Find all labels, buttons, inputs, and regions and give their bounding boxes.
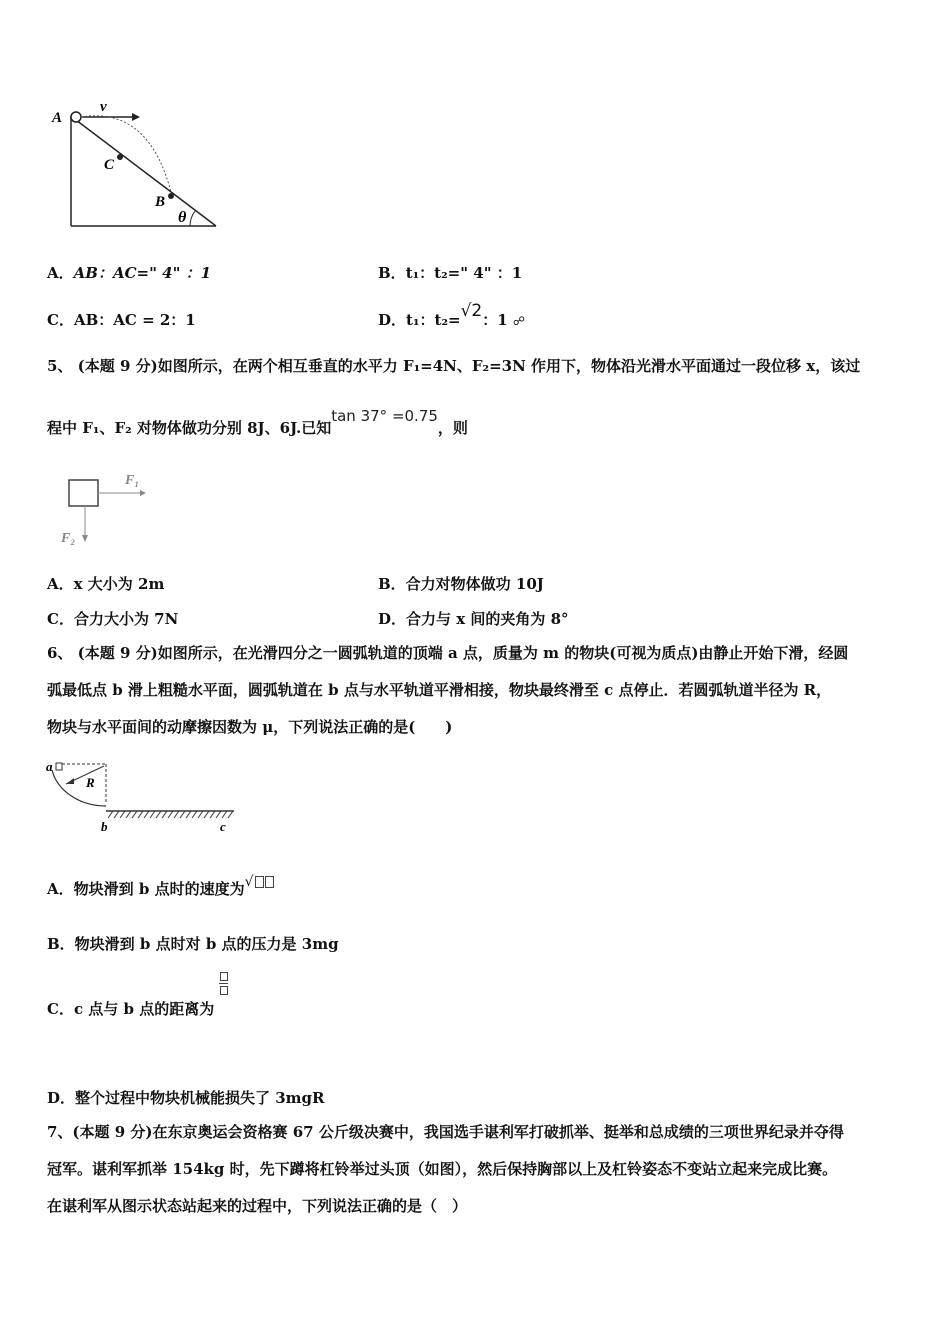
incline-projectile-figure bbox=[40, 96, 240, 231]
arc-track-figure bbox=[44, 756, 244, 836]
q4-option-c bbox=[47, 309, 196, 330]
q5-option-c: C．合力大小为 7N bbox=[47, 610, 179, 628]
option-letter: A． bbox=[47, 264, 74, 282]
q6-line1: 6、 (本题 9 分)如图所示，在光滑四分之一圆弧轨道的顶端 a 点，质量为 m 的物块(可视为质点)由静止开始下滑，经圆 bbox=[47, 644, 849, 662]
label-A: A bbox=[52, 110, 63, 126]
q4-option-a bbox=[47, 262, 211, 283]
option-text: AB：AC=" 4" ：1 bbox=[73, 264, 212, 282]
q5-option-b: B．合力对物体做功 10J bbox=[378, 575, 544, 593]
option-letter: B． bbox=[378, 264, 406, 282]
q7-line3: 在谌利军从图示状态站起来的过程中，下列说法正确的是（ ） bbox=[47, 1197, 468, 1215]
option-text-pre: t₁：t₂= bbox=[406, 311, 461, 329]
label-b: b bbox=[101, 819, 108, 834]
q6-line2: 弧最低点 b 滑上粗糙水平面，圆弧轨道在 b 点与水平轨道平滑相接，物块最终滑至 c 点停止．若圆弧轨道半径为 R， bbox=[47, 681, 832, 699]
option-text-post: ：1 bbox=[482, 311, 508, 329]
q6-line3: 物块与水平面间的动摩擦因数为 μ，下列说法正确的是( ) bbox=[47, 718, 453, 736]
label-v: v bbox=[100, 99, 107, 115]
q7-line2: 冠军。谌利军抓举 154kg 时，先下蹲将杠铃举过头顶（如图），然后保持胸部以上及杠铃姿态不变站立起来完成比赛。 bbox=[47, 1160, 838, 1178]
q5-line2 bbox=[47, 405, 468, 437]
q5-line1: 5、 (本题 9 分)如图所示，在两个相互垂直的水平力 F₁=4N、F₂=3N 作用下，物体沿光滑水平面通过一段位移 x，该过 bbox=[47, 357, 861, 375]
option-text: C．c 点与 b 点的距离为 bbox=[47, 1000, 215, 1018]
sqrt2-image: √2 bbox=[460, 301, 483, 321]
label-B: B bbox=[155, 194, 166, 210]
option-text: t₁：t₂=" 4" ：1 bbox=[405, 264, 523, 282]
q5-option-d: D．合力与 x 间的夹角为 8° bbox=[378, 610, 569, 628]
option-letter: D． bbox=[378, 311, 407, 329]
q6-option-b: B．物块滑到 b 点时对 b 点的压力是 3mg bbox=[47, 935, 339, 953]
q6-option-c bbox=[47, 998, 214, 1019]
q6-option-a bbox=[47, 870, 274, 898]
option-text: AB：AC = 2：1 bbox=[73, 311, 196, 329]
sqrt-formula-image: √ bbox=[245, 874, 274, 890]
q6-option-d: D．整个过程中物块机械能损失了 3mgR bbox=[47, 1089, 325, 1107]
option-letter: C． bbox=[47, 311, 74, 329]
q7-line1: 7、(本题 9 分)在东京奥运会资格赛 67 公斤级决赛中，我国选手谌利军打破抓举、挺举和总成绩的三项世界纪录并夺得 bbox=[47, 1123, 844, 1141]
fraction-formula-image bbox=[219, 972, 228, 995]
q5-line2-pre: 程中 F₁、F₂ 对物体做功分别 8J、6J.已知 bbox=[47, 419, 332, 437]
tan-expression-image: tan 37° =0.75 bbox=[331, 407, 438, 425]
label-F2: F₂ bbox=[61, 531, 76, 546]
force-box-figure bbox=[55, 466, 155, 551]
label-theta: θ bbox=[178, 209, 187, 226]
q4-option-d bbox=[378, 300, 526, 329]
label-F1: F₁ bbox=[125, 473, 140, 488]
option-text: A．物块滑到 b 点时的速度为 bbox=[47, 880, 245, 898]
label-C: C bbox=[104, 157, 115, 173]
link-icon: ☍ bbox=[512, 314, 526, 328]
label-a: a bbox=[46, 759, 53, 774]
q5-line2-post: ，则 bbox=[437, 419, 468, 437]
q5-option-a: A．x 大小为 2m bbox=[47, 575, 165, 593]
label-c: c bbox=[220, 819, 226, 834]
q4-option-b bbox=[378, 262, 522, 283]
label-R: R bbox=[86, 775, 95, 790]
